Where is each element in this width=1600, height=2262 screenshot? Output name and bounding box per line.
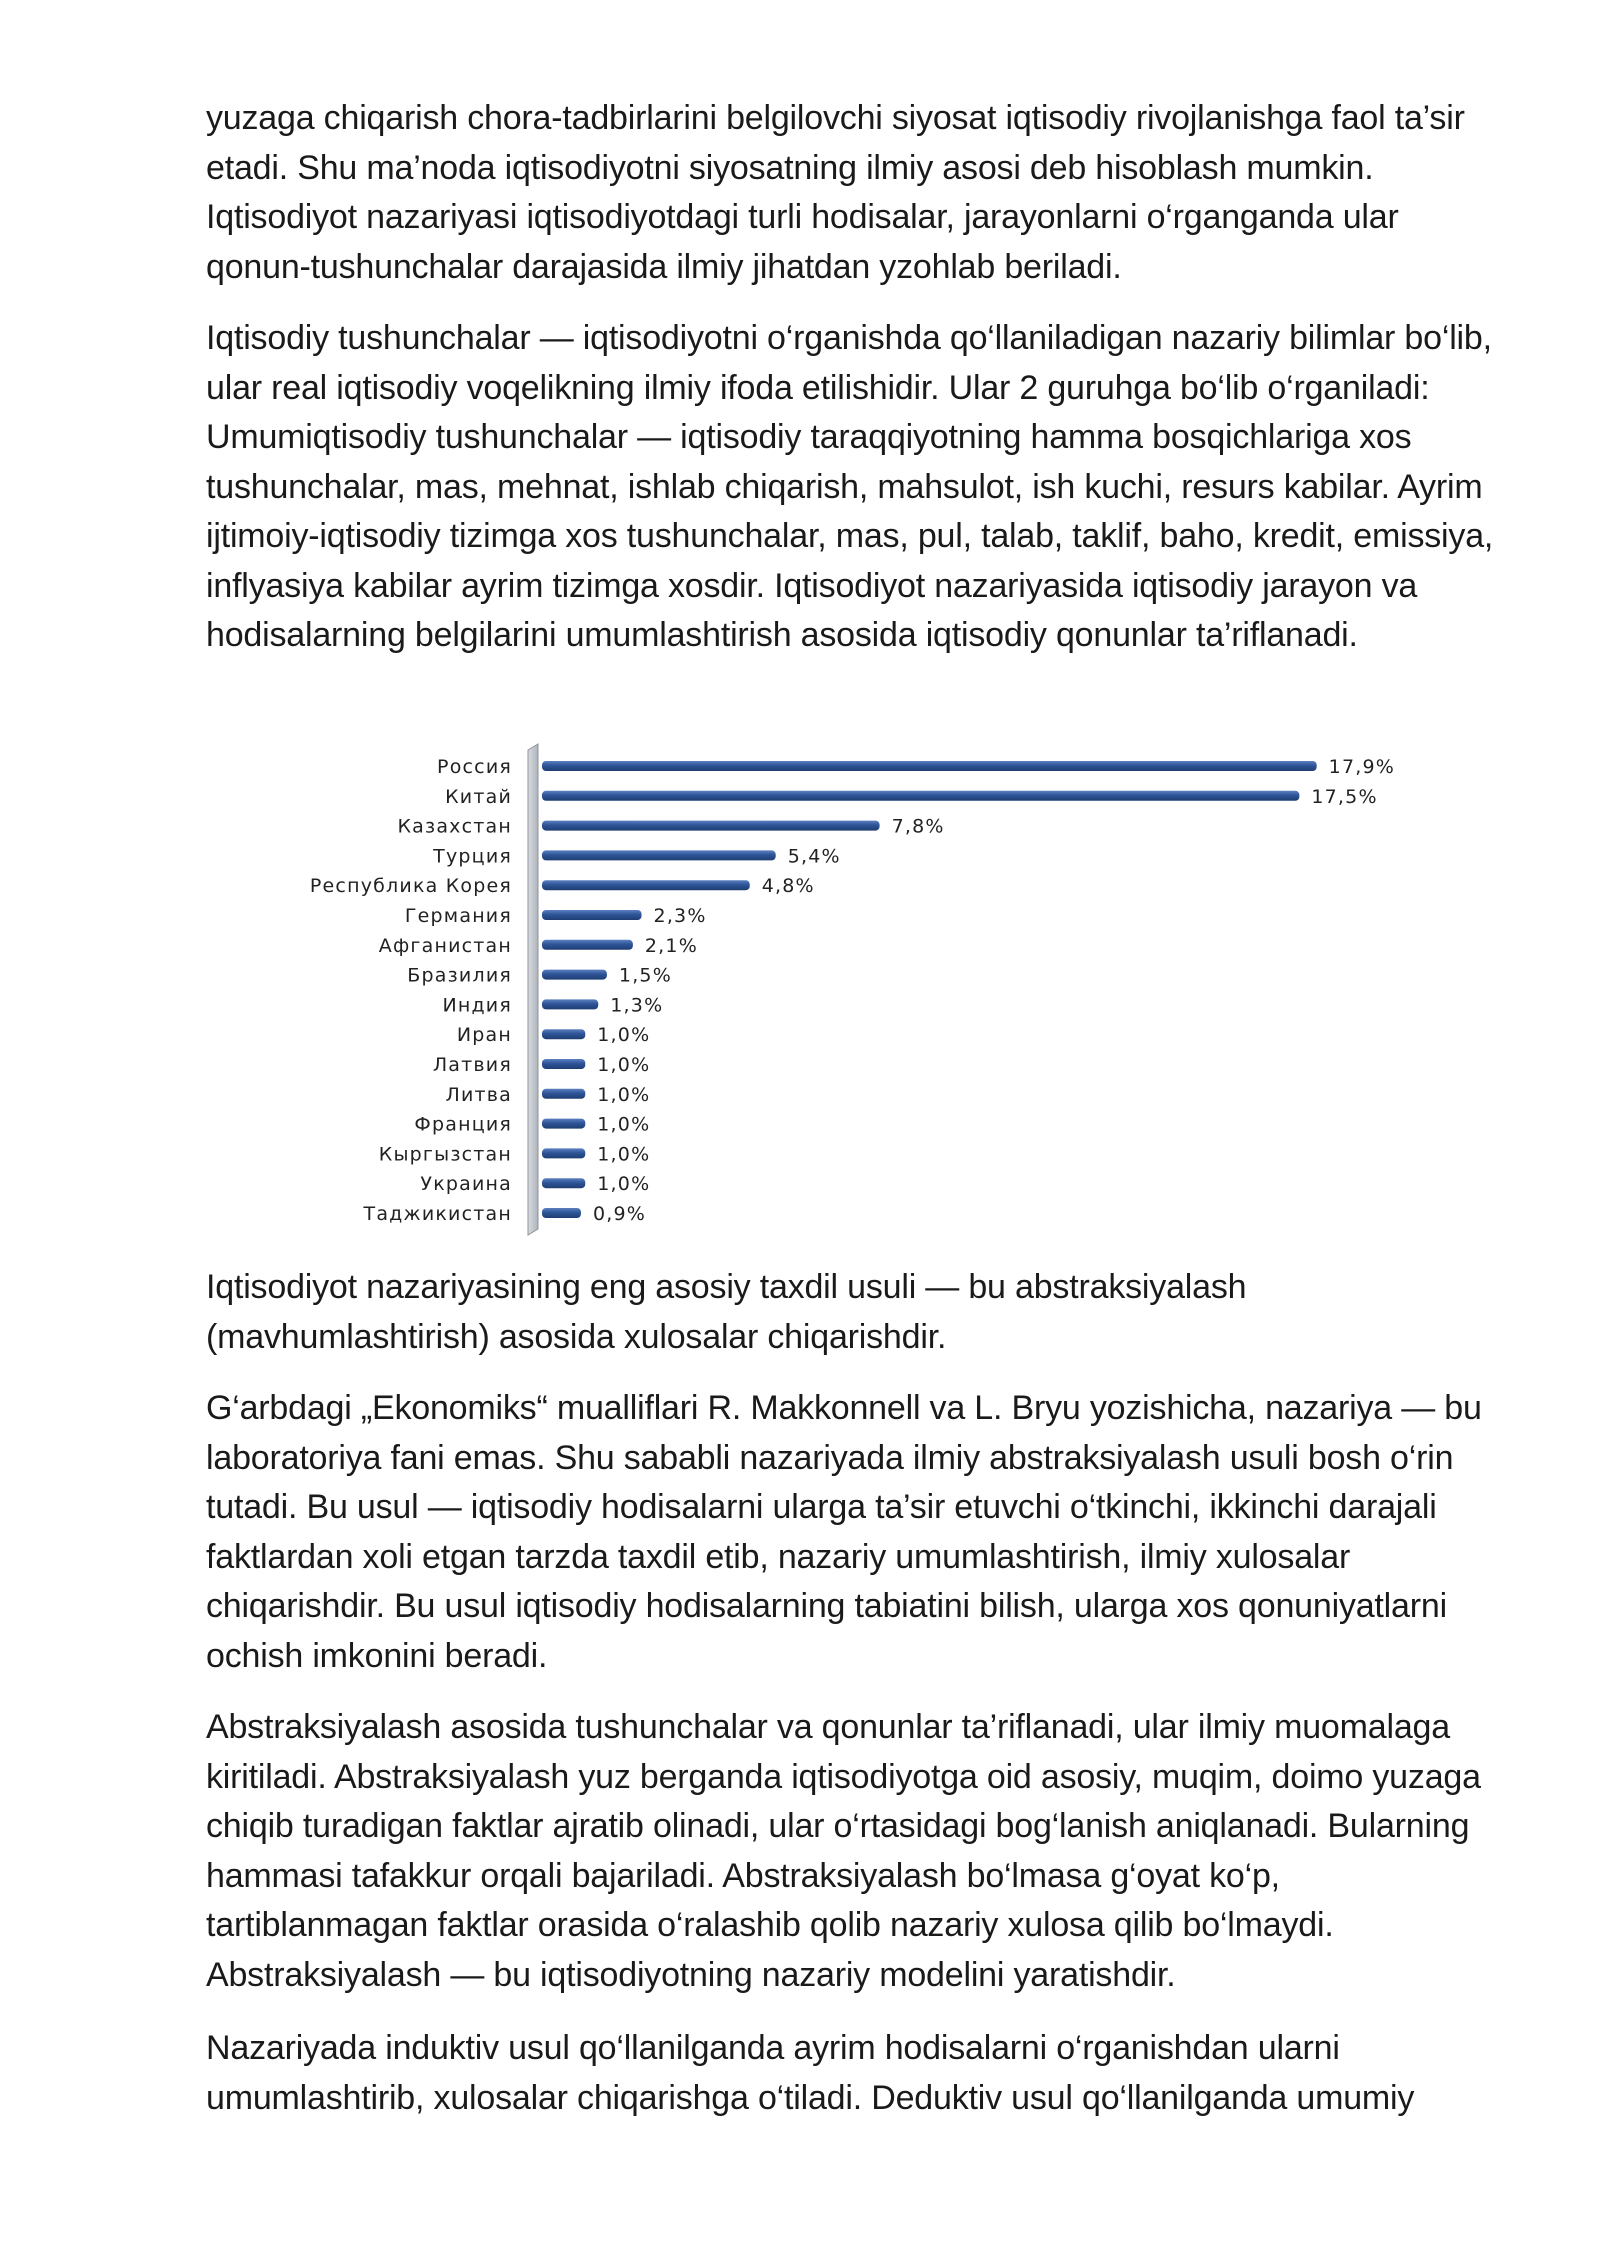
category-label-12: Литва — [445, 1083, 512, 1106]
bar-10 — [542, 1029, 585, 1039]
paragraph-1: yuzaga chiqarish chora-tadbirlarini belgilovchi siyosat iqtisodiy rivojlanishga faol ta’sir etadi. Shu ma’noda iqtisodiyotni siyosatning ilmiy asosi deb hisoblash mumkin. Iqtisodiyot nazariyasi iqtisodiyotdagi turli hodisalar, jarayonlarni o‘rganganda ular qonun-tushunchalar darajasida ilmiy jihatdan yzohlab beriladi. — [206, 99, 1465, 286]
bar-11 — [542, 1059, 585, 1069]
value-label-14: 1,0% — [597, 1143, 651, 1166]
bar-3 — [542, 821, 880, 831]
bar-6 — [542, 910, 642, 920]
category-label-15: Украина — [420, 1173, 512, 1196]
value-label-8: 1,5% — [618, 964, 672, 987]
category-label-13: Франция — [414, 1113, 512, 1136]
category-label-14: Кыргызстан — [378, 1143, 512, 1166]
category-label-7: Афганистан — [378, 934, 512, 957]
bar-1 — [542, 761, 1317, 771]
value-label-12: 1,0% — [597, 1083, 651, 1106]
bar-12 — [542, 1089, 585, 1099]
category-label-6: Германия — [404, 905, 512, 927]
bar-16 — [542, 1208, 581, 1218]
bar-7 — [542, 940, 633, 950]
paragraph-6: Nazariyada induktiv usul qo‘llanilganda ayrim hodisalarni o‘rganishdan ularni umumlashtirib, xulosalar chiqarishga o‘tiladi. Deduktiv usul qo‘llanilganda umumiy — [206, 2029, 1415, 2117]
value-label-6: 2,3% — [653, 905, 707, 927]
value-label-11: 1,0% — [597, 1054, 651, 1076]
value-label-5: 4,8% — [761, 875, 815, 898]
bar-5 — [542, 880, 750, 890]
category-label-10: Иран — [456, 1024, 512, 1047]
axis-wall — [528, 744, 538, 1235]
paragraph-4: G‘arbdagi „Ekonomiks“ mualliflari R. Makkonnell va L. Bryu yozishicha, nazariya — bu laboratoriya fani emas. Shu sababli nazariyada ilmiy abstraksiyalash usuli bosh o‘rin tutadi. Bu usul — iqtisodiy hodisalarni ularga ta’sir etuvchi o‘tkinchi, ikkinchi darajali faktlardan xoli etgan tarzda taxdil etib, nazariy umumlashtirish, ilmiy xulosalar chiqarishdir. Bu usul iqtisodiy hodisalarning tabiatini bilish, ularga xos qonuniyatlarni ochish imkonini beradi. — [206, 1389, 1482, 1675]
value-label-1: 17,9% — [1328, 756, 1396, 778]
bar-14 — [542, 1148, 585, 1158]
value-label-9: 1,3% — [610, 994, 664, 1017]
category-label-9: Индия — [442, 994, 512, 1017]
value-label-13: 1,0% — [597, 1113, 651, 1136]
paragraph-5: Abstraksiyalash asosida tushunchalar va qonunlar ta’riflanadi, ular ilmiy muomalaga kiritiladi. Abstraksiyalash yuz berganda iqtisodiyotga oid asosiy, muqim, doimo yuzaga chiqib turadigan faktlar ajratib olinadi, ular o‘rtasidagi bog‘lanish aniqlanadi. Bularning hammasi tafakkur orqali bajariladi. Abstraksiyalash bo‘lmasa g‘oyat ko‘p, tartiblanmagan faktlar orasida o‘ralashib qolib nazariy xulosa qilib bo‘lmaydi. Abstraksiyalash — bu iqtisodiyotning nazariy modelini yaratishdir. — [206, 1708, 1481, 1994]
category-label-16: Таджикистан — [363, 1203, 512, 1225]
category-label-1: Россия — [437, 756, 512, 778]
bar-8 — [542, 970, 607, 980]
value-label-15: 1,0% — [597, 1173, 651, 1196]
value-label-4: 5,4% — [787, 845, 841, 868]
category-label-11: Латвия — [432, 1054, 512, 1076]
category-label-3: Казахстан — [397, 815, 512, 838]
category-label-8: Бразилия — [407, 964, 512, 987]
value-label-10: 1,0% — [597, 1024, 651, 1047]
bar-13 — [542, 1119, 585, 1129]
bar-chart — [206, 738, 1506, 1238]
value-label-7: 2,1% — [644, 934, 698, 957]
bar-4 — [542, 850, 776, 860]
category-label-4: Турция — [433, 845, 512, 868]
value-label-2: 17,5% — [1311, 785, 1378, 808]
category-label-2: Китай — [445, 785, 512, 808]
bar-chart-svg — [206, 738, 1506, 1238]
bar-15 — [542, 1178, 585, 1188]
bar-2 — [542, 791, 1299, 801]
bar-9 — [542, 999, 598, 1009]
value-label-3: 7,8% — [891, 815, 945, 838]
value-label-16: 0,9% — [592, 1203, 647, 1225]
category-label-5: Республика Корея — [309, 875, 512, 898]
paragraph-3: Iqtisodiyot nazariyasining eng asosiy taxdil usuli — bu abstraksiyalash (mavhumlashtirish) asosida xulosalar chiqarishdir. — [206, 1268, 1247, 1356]
paragraph-2: Iqtisodiy tushunchalar — iqtisodiyotni o‘rganishda qo‘llaniladigan nazariy bilimlar bo‘lib, ular real iqtisodiy voqelikning ilmiy ifoda etilishidir. Ular 2 guruhga bo‘lib o‘rganiladi: Umumiqtisodiy tushunchalar — iqtisodiy taraqqiyotning hamma bosqichlariga xos tushunchalar, mas, mehnat, ishlab chiqarish, mahsulot, ish kuchi, resurs kabilar. Ayrim ijtimoiy-iqtisodiy tizimga xos tushunchalar, mas, pul, talab, taklif, baho, kredit, emissiya, inflyasiya kabilar ayrim tizimga xosdir. Iqtisodiyot nazariyasida iqtisodiy jarayon va hodisalarning belgilarini umumlashtirish asosida iqtisodiy qonunlar ta’riflanadi. — [206, 319, 1494, 654]
